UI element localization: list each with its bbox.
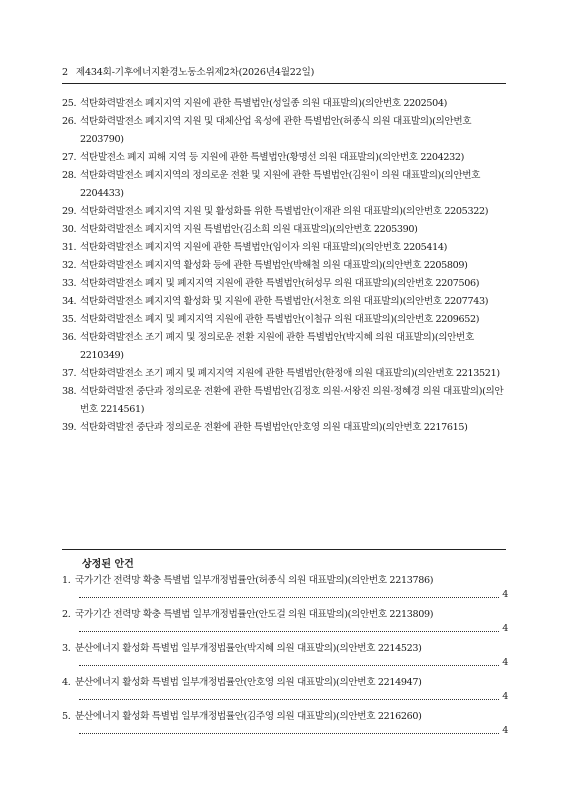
section-divider (62, 549, 506, 550)
agenda-number: 3. (62, 643, 71, 654)
bill-title: 석탄화력발전소 폐지 및 폐지지역 지원에 관한 특별법안(허성무 의원 대표발의)(의안번호 2207506) (80, 278, 480, 289)
agenda-list (62, 572, 508, 737)
bill-title: 석탄화력발전소 조기 폐지 및 폐지지역 지원에 관한 특별법안(한정애 의원 대표발의)(의안번호 2213521) (80, 368, 500, 379)
page-number: 2 (62, 67, 68, 78)
agenda-title: 국가기간 전력망 확충 특별법 일부개정법률안(안도걸 의원 대표발의)(의안번호 2213809) (75, 609, 434, 620)
bill-item (62, 275, 508, 293)
dot-leader (79, 597, 499, 598)
bill-number: 30. (62, 224, 77, 235)
agenda-title: 분산에너지 활성화 특별법 일부개정법률안(김주영 의원 대표발의)(의안번호 2216260) (75, 711, 422, 722)
agenda-page: 4 (502, 725, 508, 736)
dot-leader (79, 733, 499, 734)
bill-number: 35. (62, 314, 77, 325)
bill-number: 25. (62, 98, 77, 109)
agenda-number: 1. (62, 575, 71, 586)
bill-title: 석탄화력발전소 폐지 및 폐지지역 지원에 관한 특별법안(이철규 의원 대표발의)(의안번호 2209652) (80, 314, 480, 325)
agenda-page: 4 (502, 691, 508, 702)
bill-title: 석탄화력발전 중단과 정의로운 전환에 관한 특별법안(안호영 의원 대표발의)(의안번호 2217615) (80, 422, 468, 433)
bill-item (62, 311, 508, 329)
bill-item (62, 293, 508, 311)
dot-leader (79, 699, 499, 700)
section-title: 상정된 안건 (82, 559, 134, 570)
bill-item (62, 383, 508, 419)
bill-number: 34. (62, 296, 77, 307)
bill-title: 석탄화력발전소 폐지지역 지원에 관한 특별법안(임이자 의원 대표발의)(의안번호 2205414) (80, 242, 448, 253)
meeting-title: 제434회-기후에너지환경노동소위제2차(2026년4월22일) (75, 67, 315, 78)
agenda-number: 5. (62, 711, 71, 722)
bill-number: 38. (62, 386, 77, 397)
bill-item (62, 221, 508, 239)
agenda-item (62, 572, 508, 601)
agenda-title: 국가기간 전력망 확충 특별법 일부개정법률안(허종식 의원 대표발의)(의안번호 2213786) (75, 575, 434, 586)
agenda-page: 4 (502, 589, 508, 600)
page-header (62, 64, 506, 84)
bill-number: 37. (62, 368, 77, 379)
bill-title: 석탄화력발전 중단과 정의로운 전환에 관한 특별법안(김정호 의원·서왕진 의원·정혜경 의원 대표발의)(의안번호 2214561) (80, 386, 504, 415)
agenda-number: 4. (62, 677, 71, 688)
bill-item (62, 365, 508, 383)
agenda-number: 2. (62, 609, 71, 620)
bill-title: 석탄화력발전소 폐지지역 지원 특별법안(김소희 의원 대표발의)(의안번호 2205390) (80, 224, 418, 235)
bill-item (62, 203, 508, 221)
agenda-page: 4 (502, 657, 508, 668)
bill-title: 석탄화력발전소 폐지지역의 정의로운 전환 및 지원에 관한 특별법안(김원이 의원 대표발의)(의안번호 2204433) (80, 170, 481, 199)
bill-item (62, 419, 508, 437)
dot-leader (79, 631, 499, 632)
bill-number: 33. (62, 278, 77, 289)
bill-title: 석탄화력발전소 폐지지역 지원 및 활성화를 위한 특별법안(이재관 의원 대표발의)(의안번호 2205322) (80, 206, 489, 217)
bill-item (62, 329, 508, 365)
bill-title: 석탄화력발전소 조기 폐지 및 정의로운 전환 지원에 관한 특별법안(박지혜 의원 대표발의)(의안번호 2210349) (80, 332, 474, 361)
bill-item (62, 239, 508, 257)
bill-item (62, 257, 508, 275)
bill-title: 석탄화력발전소 폐지지역 지원에 관한 특별법안(성일종 의원 대표발의)(의안번호 2202504) (80, 98, 448, 109)
agenda-item (62, 606, 508, 635)
agenda-page: 4 (502, 623, 508, 634)
agenda-item (62, 674, 508, 703)
bill-list (62, 95, 508, 437)
bill-item (62, 149, 508, 167)
agenda-title: 분산에너지 활성화 특별법 일부개정법률안(안호영 의원 대표발의)(의안번호 2214947) (75, 677, 422, 688)
bill-title: 석탄화력발전소 폐지지역 활성화 등에 관한 특별법안(박해철 의원 대표발의)(의안번호 2205809) (80, 260, 468, 271)
bill-title: 석탄발전소 폐지 피해 지역 등 지원에 관한 특별법안(황명선 의원 대표발의)(의안번호 2204232) (80, 152, 465, 163)
agenda-item (62, 708, 508, 737)
bill-number: 27. (62, 152, 77, 163)
bill-number: 31. (62, 242, 77, 253)
bill-number: 32. (62, 260, 77, 271)
bill-number: 36. (62, 332, 77, 343)
bill-item (62, 95, 508, 113)
agenda-title: 분산에너지 활성화 특별법 일부개정법률안(박지혜 의원 대표발의)(의안번호 2214523) (75, 643, 422, 654)
bill-title: 석탄화력발전소 폐지지역 지원 및 대체산업 육성에 관한 특별법안(허종식 의원 대표발의)(의안번호 2203790) (80, 116, 472, 145)
agenda-item (62, 640, 508, 669)
bill-item (62, 167, 508, 203)
bill-number: 28. (62, 170, 77, 181)
bill-number: 39. (62, 422, 77, 433)
bill-number: 29. (62, 206, 77, 217)
dot-leader (79, 665, 499, 666)
bill-number: 26. (62, 116, 77, 127)
bill-title: 석탄화력발전소 폐지지역 활성화 및 지원에 관한 특별법안(서천호 의원 대표발의)(의안번호 2207743) (80, 296, 489, 307)
bill-item (62, 113, 508, 149)
